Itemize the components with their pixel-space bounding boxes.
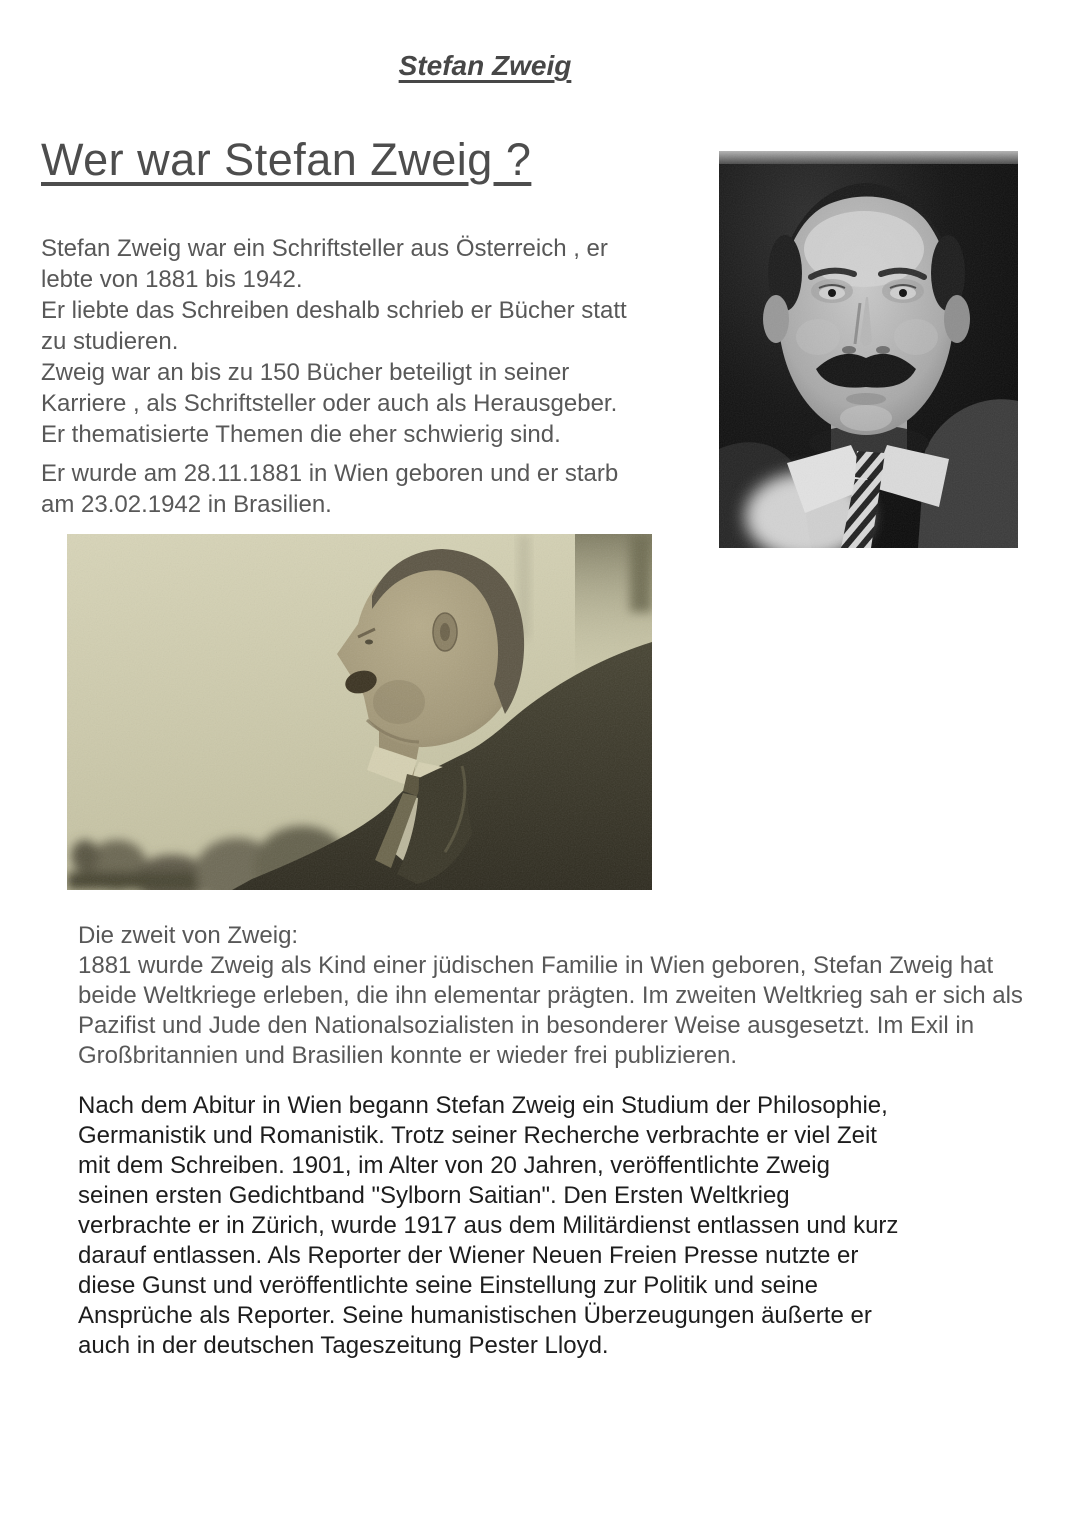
document-title: Stefan Zweig	[398, 50, 572, 81]
career-paragraph: Nach dem Abitur in Wien begann Stefan Zweig ein Studium der Philosophie, Germanistik und Romanistik. Trotz seiner Recherche verbrachte er viel Zeit mit dem Schreiben. 1901, im Alter von 20 Jahren, veröffentlichte Zweig seinen ersten Gedichtband "Sylborn Saitian". Den Ersten Weltkrieg verbrachte er in Zürich, wurde 1917 aus dem Militärdienst entlassen und kurz darauf entlassen. Als Reporter der Wiener Neuen Freien Presse nutzte er diese Gunst und veröffentlichte seine Einstellung zur Politik und seine Ansprüche als Reporter. Seine humanistischen Überzeugungen äußerte er auch in der deutschen Tageszeitung Pester Lloyd.	[78, 1092, 899, 1359]
birth-death-paragraph: Er wurde am 28.11.1881 in Wien geboren und er starb am 23.02.1942 in Brasilien.	[41, 460, 619, 518]
portrait-photo	[719, 151, 1018, 548]
portrait-photo-image	[719, 151, 1018, 548]
speech-photo-image	[67, 534, 652, 890]
intro-paragraph: Stefan Zweig war ein Schriftsteller aus Österreich , er lebte von 1881 bis 1942. Er liebte das Schreiben deshalb schrieb er Bücher statt zu studieren. Zweig war an bis zu 150 Bücher beteiligt in seiner Karriere , als Schriftsteller oder auch als Herausgeber. Er thematisierte Themen die eher schwierig sind.	[41, 235, 627, 448]
speech-photo	[67, 534, 652, 890]
biography-paragraph: Die zweit von Zweig: 1881 wurde Zweig als Kind einer jüdischen Familie in Wien geboren, Stefan Zweig hat beide Weltkriege erleben, die ihn elementar prägten. Im zweiten Weltkrieg sah er sich als Pazifist und Jude den Nationalsozialisten in besonderer Weise ausgesetzt. Im Exil in Großbritannien und Brasilien konnte er wieder frei publizieren.	[78, 922, 1023, 1069]
section-heading: Wer war Stefan Zweig ?	[41, 134, 532, 185]
